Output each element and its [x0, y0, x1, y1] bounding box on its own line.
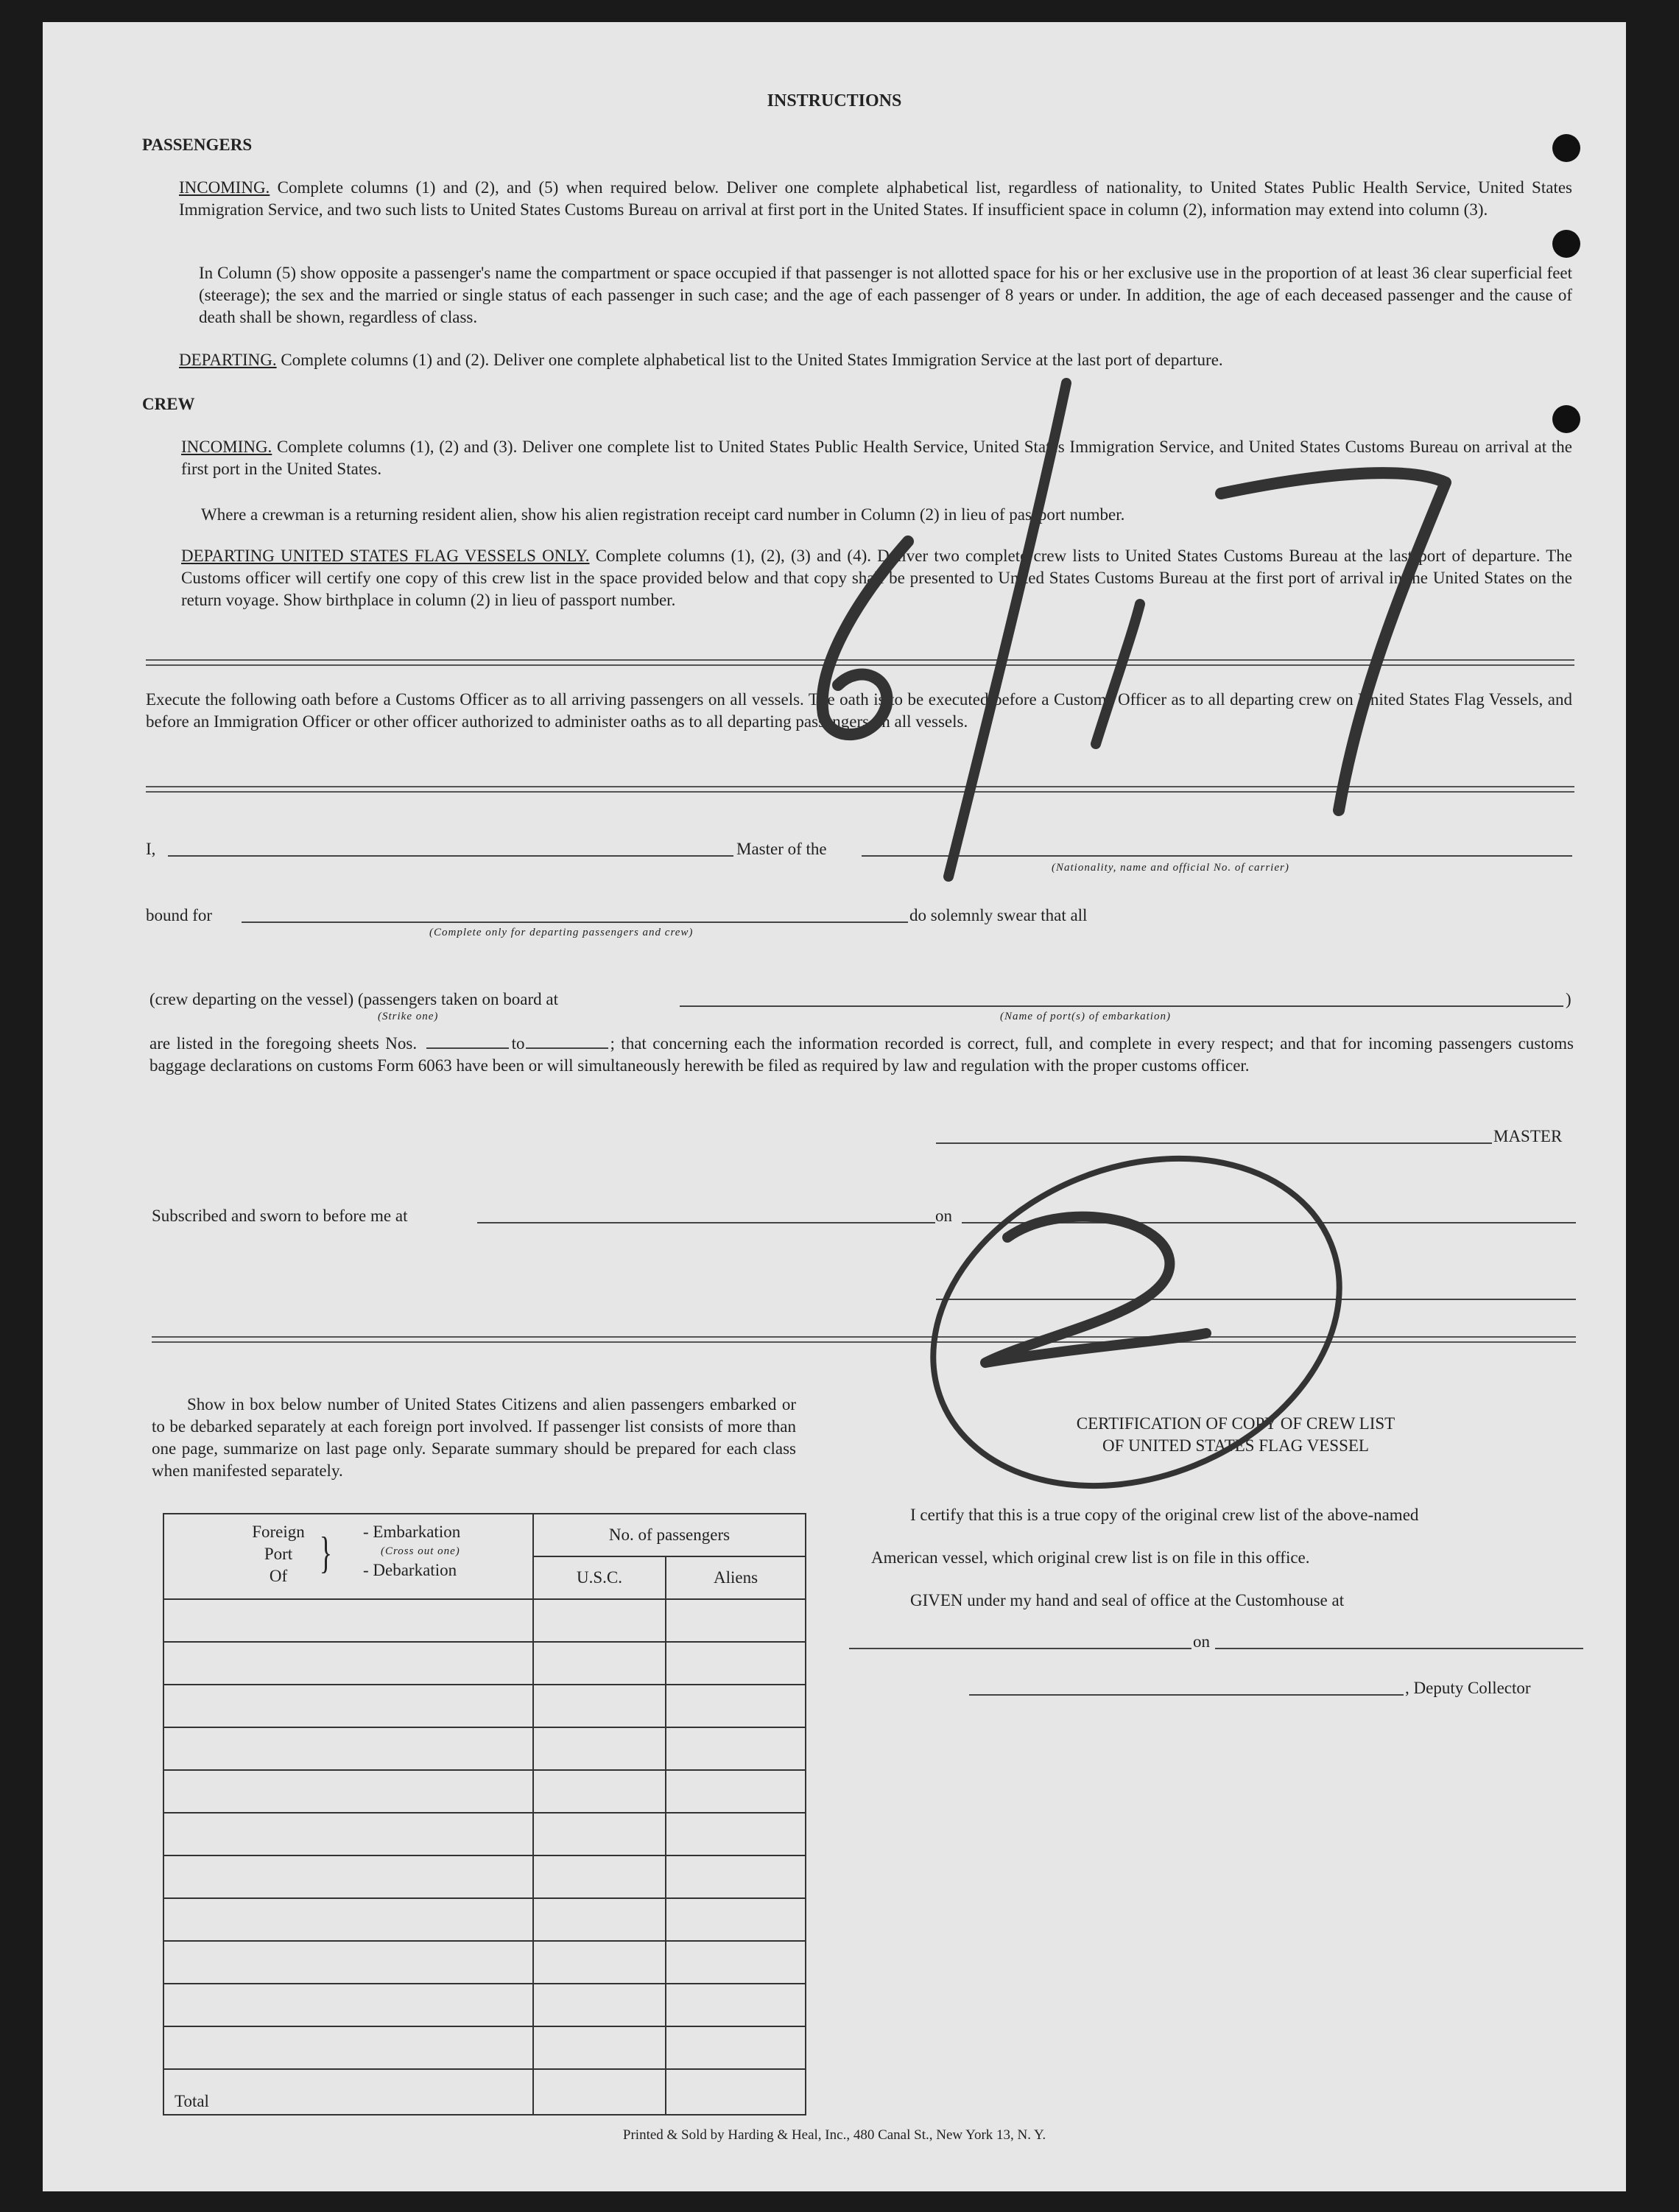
oath-i-label: I,: [146, 840, 156, 858]
table-row: [163, 1642, 806, 1685]
table-row: [163, 1898, 806, 1941]
passengers-incoming-paragraph: [179, 177, 1572, 221]
crew-incoming-paragraph: [181, 436, 1572, 480]
aliens-cell[interactable]: [666, 1855, 806, 1898]
subscribed-date-field[interactable]: [962, 1222, 1576, 1223]
crew-departing-label: (crew departing on the vessel) (passengers taken on board at: [149, 990, 558, 1008]
master-label: MASTER: [1493, 1127, 1563, 1145]
deputy-collector-label: , Deputy Collector: [1405, 1679, 1531, 1697]
certification-date-field[interactable]: [1215, 1648, 1583, 1649]
aliens-cell[interactable]: [666, 1770, 806, 1813]
no-passengers-header: No. of passengers: [533, 1514, 806, 1556]
usc-cell[interactable]: [533, 1855, 666, 1898]
flag-vessels-paragraph: [181, 545, 1572, 611]
listed-text-a: are listed in the foregoing sheets Nos.: [149, 1034, 418, 1053]
certification-on-label: on: [1193, 1632, 1210, 1651]
total-row: [163, 2069, 806, 2115]
passengers-incoming-label: INCOMING.: [179, 178, 270, 197]
certification-title-1: CERTIFICATION OF COPY OF CREW LIST: [1076, 1414, 1395, 1433]
aliens-cell[interactable]: [666, 1642, 806, 1685]
port-cell[interactable]: [163, 1898, 533, 1941]
certify-line-2: American vessel, which original crew list is on file in this office.: [871, 1548, 1310, 1567]
carrier-field[interactable]: [862, 855, 1572, 857]
usc-cell[interactable]: [533, 1813, 666, 1855]
table-row: [163, 2026, 806, 2069]
aliens-cell[interactable]: [666, 1984, 806, 2026]
bound-for-label: bound for: [146, 906, 213, 924]
handwritten-circle-stroke: [884, 1100, 1389, 1545]
oath-intro: Execute the following oath before a Customs Officer as to all arriving passengers on all vessels. The oath is to be executed before a Customs Officer as to all departing crew on United States Flag Vessels, and before an Immigration Officer or other officer authorized to administer oaths as to all departing passengers on all vessels.: [146, 690, 1572, 731]
usc-cell[interactable]: [533, 1642, 666, 1685]
to-label: to: [511, 1034, 525, 1053]
passenger-summary-table: [163, 1513, 806, 2116]
port-cell[interactable]: [163, 1984, 533, 2026]
instructions-title: INSTRUCTIONS: [767, 91, 902, 110]
total-usc-cell[interactable]: [533, 2069, 666, 2115]
sheet-to-field[interactable]: [526, 1033, 608, 1049]
table-row: [163, 1813, 806, 1855]
summary-header-row: [163, 1514, 806, 1556]
printer-footer: Printed & Sold by Harding & Heal, Inc., 480 Canal St., New York 13, N. Y.: [622, 2127, 1046, 2143]
usc-cell[interactable]: [533, 1599, 666, 1642]
port-cell[interactable]: [163, 1727, 533, 1770]
form-page: [43, 22, 1626, 2191]
flag-vessels-label: DEPARTING UNITED STATES FLAG VESSELS ONLY.: [181, 547, 590, 565]
certification-title-2: OF UNITED STATES FLAG VESSEL: [1102, 1436, 1369, 1455]
subscribed-label: Subscribed and sworn to before me at: [152, 1207, 408, 1225]
table-row: [163, 1941, 806, 1984]
handwritten-circled-number: [1088, 1289, 1103, 1324]
master-name-field[interactable]: [168, 855, 733, 857]
listed-text-b: ; that concerning each the information recorded is correct, full, and complete in every respect; and that for incoming passengers customs baggage declarations on customs Form 6063 have been or will simultaneously herewith be filed as required by law and regulation with the proper customs officer.: [149, 1034, 1574, 1075]
port-label: Port: [264, 1545, 293, 1563]
listed-paragraph: [149, 1033, 1574, 1077]
crew-heading: CREW: [142, 395, 195, 413]
close-paren: ): [1566, 990, 1571, 1008]
passengers-heading: PASSENGERS: [142, 136, 253, 154]
port-cell[interactable]: [163, 1642, 533, 1685]
aliens-header: Aliens: [666, 1556, 806, 1599]
debarkation-label: - Debarkation: [363, 1561, 457, 1579]
passengers-incoming-text: Complete columns (1) and (2), and (5) when required below. Deliver one complete alphabetical list, regardless of nationality, to United States Public Health Service, United States Immigration Service, and two such lists to United States Customs Bureau on arrival at first port in the United States. If insufficient space in column (2), information may extend into column (3).: [179, 178, 1572, 219]
of-label: Of: [269, 1567, 288, 1585]
total-label: Total: [163, 2069, 533, 2115]
crewman-paragraph: Where a crewman is a returning resident alien, show his alien registration receipt card number in Column (2) in lieu of passport number.: [201, 505, 1125, 524]
passengers-departing-text: Complete columns (1) and (2). Deliver one complete alphabetical list to the United States Immigration Service at the last port of departure.: [276, 351, 1223, 369]
passengers-departing-paragraph: [179, 349, 1572, 371]
port-cell[interactable]: [163, 1685, 533, 1727]
swear-label: do solemnly swear that all: [909, 906, 1088, 924]
crew-incoming-label: INCOMING.: [181, 438, 272, 456]
port-embarkation-note: (Name of port(s) of embarkation): [1000, 1011, 1171, 1022]
master-signature-field[interactable]: [936, 1142, 1492, 1144]
nationality-note: (Nationality, name and official No. of carrier): [1052, 862, 1289, 874]
aliens-cell[interactable]: [666, 1685, 806, 1727]
divider-2: [146, 786, 1574, 793]
port-cell[interactable]: [163, 1941, 533, 1984]
usc-cell[interactable]: [533, 1770, 666, 1813]
usc-cell[interactable]: [533, 1898, 666, 1941]
aliens-cell[interactable]: [666, 1898, 806, 1941]
bound-for-field[interactable]: [242, 921, 908, 923]
table-row: [163, 1599, 806, 1642]
cross-out-note: (Cross out one): [381, 1545, 460, 1557]
punch-hole-top: [1552, 134, 1580, 162]
deputy-signature-field[interactable]: [969, 1694, 1404, 1696]
usc-cell[interactable]: [533, 1685, 666, 1727]
strike-one-note: (Strike one): [378, 1011, 439, 1022]
table-row: [163, 1770, 806, 1813]
usc-cell[interactable]: [533, 1984, 666, 2026]
foreign-label: Foreign: [252, 1523, 305, 1541]
port-cell[interactable]: [163, 2026, 533, 2069]
given-line: GIVEN under my hand and seal of office at the Customhouse at: [910, 1591, 1345, 1609]
port-cell[interactable]: [163, 1770, 533, 1813]
table-row: [163, 1855, 806, 1898]
crew-incoming-text: Complete columns (1), (2) and (3). Deliver one complete list to United States Public Health Service, United States Immigration Service, and United States Customs Bureau on arrival at the first port in the United States.: [181, 438, 1572, 478]
complete-only-note: (Complete only for departing passengers and crew): [429, 927, 694, 938]
aliens-cell[interactable]: [666, 2026, 806, 2069]
sheet-from-field[interactable]: [426, 1033, 509, 1049]
usc-cell[interactable]: [533, 2026, 666, 2069]
master-of-label: Master of the: [736, 840, 827, 858]
aliens-cell[interactable]: [666, 1813, 806, 1855]
punch-hole-bottom: [1552, 405, 1580, 433]
foreign-port-header: Foreign Port Of } - Embarkation (Cross out one) - Debarkation: [163, 1514, 533, 1599]
table-row: [163, 1727, 806, 1770]
total-aliens-cell[interactable]: [666, 2069, 806, 2115]
aliens-cell[interactable]: [666, 1727, 806, 1770]
usc-header: U.S.C.: [533, 1556, 666, 1599]
punch-hole-middle: [1552, 230, 1580, 258]
port-cell[interactable]: [163, 1599, 533, 1642]
embarkation-label: - Embarkation: [363, 1523, 461, 1541]
divider-1: [146, 659, 1574, 666]
table-row: [163, 1685, 806, 1727]
subscribed-on-label: on: [935, 1207, 952, 1225]
divider-3: [152, 1336, 1576, 1343]
flag-vessels-text: Complete columns (1), (2), (3) and (4). Deliver two complete crew lists to United States Customs Bureau at the last port of departure. The Customs officer will certify one copy of this crew list in the space provided below and that copy shall be presented to United States Customs Bureau at the first port of arrival in the United States on the return voyage. Show birthplace in column (2) in lieu of passport number.: [181, 547, 1572, 609]
officer-signature-field[interactable]: [936, 1299, 1576, 1300]
usc-cell[interactable]: [533, 1941, 666, 1984]
usc-cell[interactable]: [533, 1727, 666, 1770]
aliens-cell[interactable]: [666, 1941, 806, 1984]
embarkation-port-field[interactable]: [680, 1005, 1563, 1007]
table-row: [163, 1984, 806, 2026]
handwritten-annotation: [890, 567, 942, 602]
customhouse-field[interactable]: [849, 1648, 1192, 1649]
passengers-departing-label: DEPARTING.: [179, 351, 277, 369]
port-cell[interactable]: [163, 1855, 533, 1898]
column5-paragraph: In Column (5) show opposite a passenger's name the compartment or space occupied if that passenger is not allotted space for his or her exclusive use in the proportion of at least 36 clear superficial feet (steerage); the sex and the married or single status of each passenger in such case; and the age of each passenger of 8 years or under. In addition, the age of each deceased passenger and the cause of death shall be shown, regardless of class.: [199, 264, 1572, 326]
aliens-cell[interactable]: [666, 1599, 806, 1642]
subscribed-place-field[interactable]: [477, 1222, 935, 1223]
summary-intro: Show in box below number of United States Citizens and alien passengers embarked or to be debarked separately at each foreign port involved. If passenger list consists of more than one page, summarize on last page only. Separate summary should be prepared for each class when manifested separately.: [152, 1395, 796, 1480]
certify-line-1: I certify that this is a true copy of the original crew list of the above-named: [910, 1506, 1419, 1524]
port-cell[interactable]: [163, 1813, 533, 1855]
